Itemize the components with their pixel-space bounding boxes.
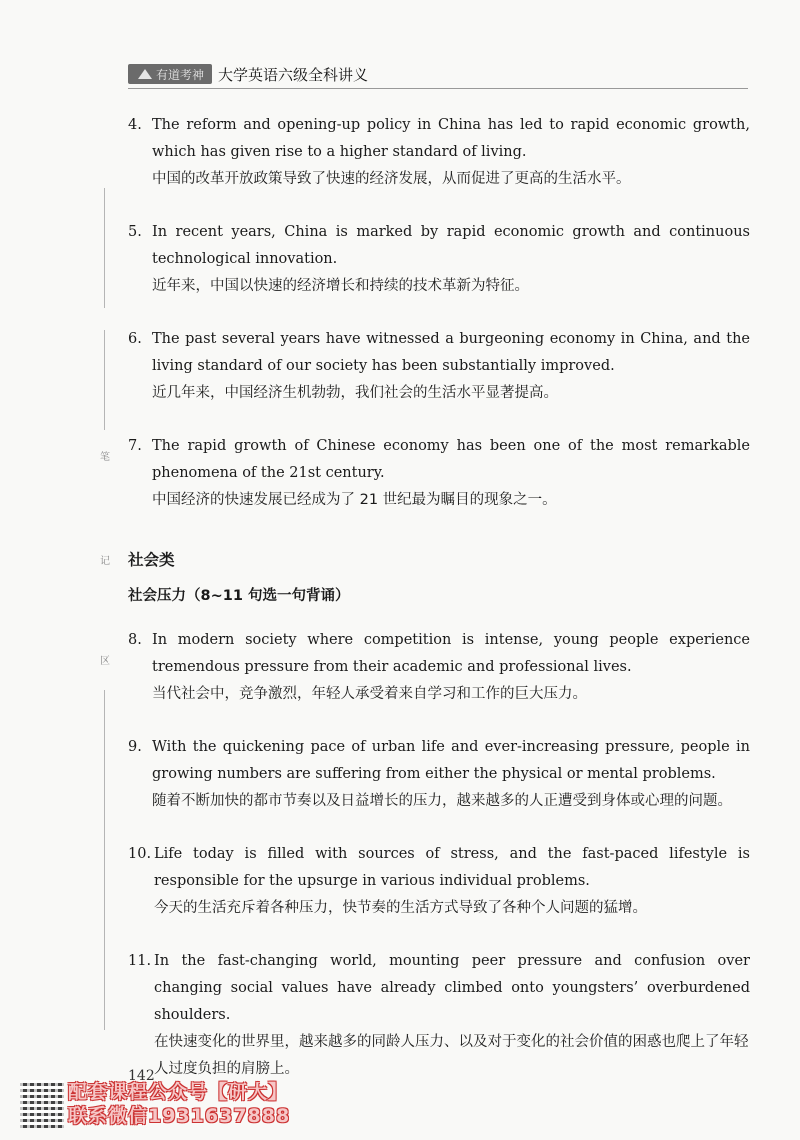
chinese-translation: 中国经济的快速发展已经成为了 21 世纪最为瞩目的现象之一。 <box>152 492 557 508</box>
list-item <box>128 219 750 300</box>
chinese-translation: 今天的生活充斥着各种压力，快节奏的生活方式导致了各种个人问题的猛增。 <box>154 900 647 916</box>
page-number: 142 <box>128 1068 155 1084</box>
margin-rule <box>104 188 105 308</box>
chinese-translation: 近几年来，中国经济生机勃勃，我们社会的生活水平显著提高。 <box>152 385 558 401</box>
subsection-heading: 社会压力（8~11 句选一句背诵） <box>128 588 350 604</box>
list-item <box>128 948 750 1083</box>
list-item <box>128 734 750 815</box>
chinese-translation: 当代社会中，竞争激烈，年轻人承受着来自学习和工作的巨大压力。 <box>152 686 587 702</box>
margin-rule <box>104 330 105 430</box>
chinese-translation: 在快速变化的世界里，越来越多的同龄人压力、以及对于变化的社会价值的困惑也爬上了年轻人过度负担的肩膀上。 <box>154 1034 749 1077</box>
item-number: 7. <box>128 438 142 454</box>
brand-name: 有道考神 <box>156 67 205 82</box>
page-content <box>128 112 750 1109</box>
book-title: 大学英语六级全科讲义 <box>218 65 369 84</box>
watermark-footer <box>20 1080 290 1128</box>
item-number: 11. <box>128 953 152 969</box>
english-sentence: The rapid growth of Chinese economy has been one of the most remarkable phenomena of the 21st century. <box>152 438 750 481</box>
list-item <box>128 112 750 193</box>
english-sentence: The reform and opening-up policy in China has led to rapid economic growth, which has given rise to a higher standard of living. <box>152 117 750 160</box>
item-number: 9. <box>128 739 142 755</box>
brand-logo-icon <box>138 68 152 80</box>
margin-note-char: 笔 <box>100 452 110 463</box>
english-sentence: In recent years, China is marked by rapid economic growth and continuous technological innovation. <box>152 224 750 267</box>
margin-note-char: 区 <box>100 656 110 667</box>
list-item <box>128 841 750 922</box>
header-divider <box>128 88 748 89</box>
margin-note-char: 记 <box>100 556 110 567</box>
section-heading: 社会类 <box>128 551 175 569</box>
item-number: 5. <box>128 224 142 240</box>
margin-rule <box>104 690 105 1030</box>
chinese-translation: 近年来，中国以快速的经济增长和持续的技术革新为特征。 <box>152 278 529 294</box>
brand-badge <box>128 64 212 84</box>
english-sentence: In modern society where competition is intense, young people experience tremendous pressure from their academic and professional lives. <box>152 632 750 675</box>
list-item <box>128 433 750 514</box>
english-sentence: Life today is filled with sources of stress, and the fast-paced lifestyle is responsible for the upsurge in various individual problems. <box>154 846 750 889</box>
qr-code-icon <box>20 1080 64 1128</box>
english-sentence: With the quickening pace of urban life and ever-increasing pressure, people in growing numbers are suffering from either the physical or mental problems. <box>152 739 750 782</box>
watermark-line: 配套课程公众号【研大】 <box>68 1081 289 1103</box>
chinese-translation: 中国的改革开放政策导致了快速的经济发展，从而促进了更高的生活水平。 <box>152 171 631 187</box>
item-number: 6. <box>128 331 142 347</box>
item-number: 4. <box>128 117 142 133</box>
list-item <box>128 627 750 708</box>
watermark-line: 联系微信1931637888 <box>68 1105 291 1127</box>
item-number: 10. <box>128 846 152 862</box>
page-header <box>128 62 368 86</box>
chinese-translation: 随着不断加快的都市节奏以及日益增长的压力，越来越多的人正遭受到身体或心理的问题。 <box>152 793 732 809</box>
item-number: 8. <box>128 632 142 648</box>
english-sentence: The past several years have witnessed a burgeoning economy in China, and the living standard of our society has been substantially improved. <box>152 331 750 374</box>
list-item <box>128 326 750 407</box>
english-sentence: In the fast-changing world, mounting peer pressure and confusion over changing social values have already climbed onto youngsters’ overburdened shoulders. <box>154 953 750 1023</box>
